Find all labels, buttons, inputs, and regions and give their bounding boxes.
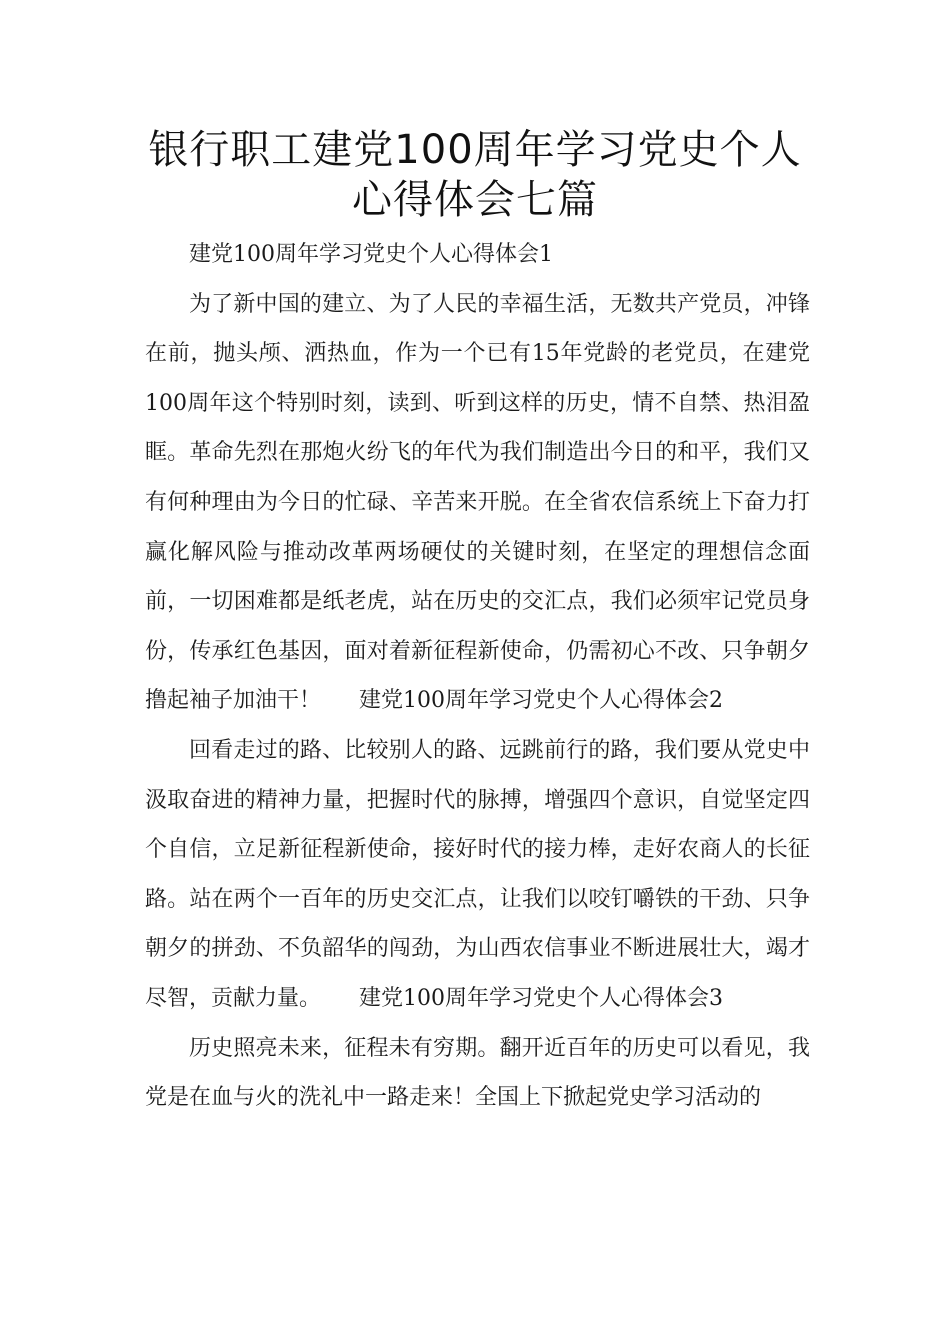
section-heading-2: 建党100周年学习党史个人心得体会2	[359, 688, 724, 714]
paragraph-2-text: 回看走过的路、比较别人的路、远跳前行的路，我们要从党史中汲取奋进的精神力量，把握时代的脉搏，增强四个意识，自觉坚定四个自信，立足新征程新使命，接好时代的接力棒，走好农商人的长征路。站在两个一百年的历史交汇点，让我们以咬钉嚼铁的干劲、只争朝夕的拼劲、不负韶华的闯劲，为山西农信事业不断进展壮大，竭才尽智，贡献力量。	[145, 737, 810, 1011]
paragraph-1	[145, 280, 810, 726]
section-heading-1: 建党100周年学习党史个人心得体会1	[189, 242, 553, 267]
document-title: 银行职工建党100周年学习党史个人心得体会七篇	[148, 127, 802, 223]
paragraph-3: 历史照亮未来，征程未有穷期。翻开近百年的历史可以看见，我党是在血与火的洗礼中一路走来！全国上下掀起党史学习活动的	[145, 1035, 810, 1111]
paragraph-2	[145, 726, 810, 1024]
document-body	[145, 230, 810, 1123]
section-heading-3: 建党100周年学习党史个人心得体会3	[359, 985, 724, 1011]
paragraph-1-text: 为了新中国的建立、为了人民的幸福生活，无数共产党员，冲锋在前，抛头颅、洒热血，作为一个已有15年党龄的老党员，在建党100周年这个特别时刻，读到、听到这样的历史，情不自禁、热泪盈眶。革命先烈在那炮火纷飞的年代为我们制造出今日的和平，我们又有何种理由为今日的忙碌、辛苦来开脱。在全省农信系统上下奋力打赢化解风险与推动改革两场硬仗的关键时刻，在坚定的理想信念面前，一切困难都是纸老虎，站在历史的交汇点，我们必须牢记党员身份，传承红色基因，面对着新征程新使命，仍需初心不改、只争朝夕撸起袖子加油干！	[145, 291, 810, 714]
